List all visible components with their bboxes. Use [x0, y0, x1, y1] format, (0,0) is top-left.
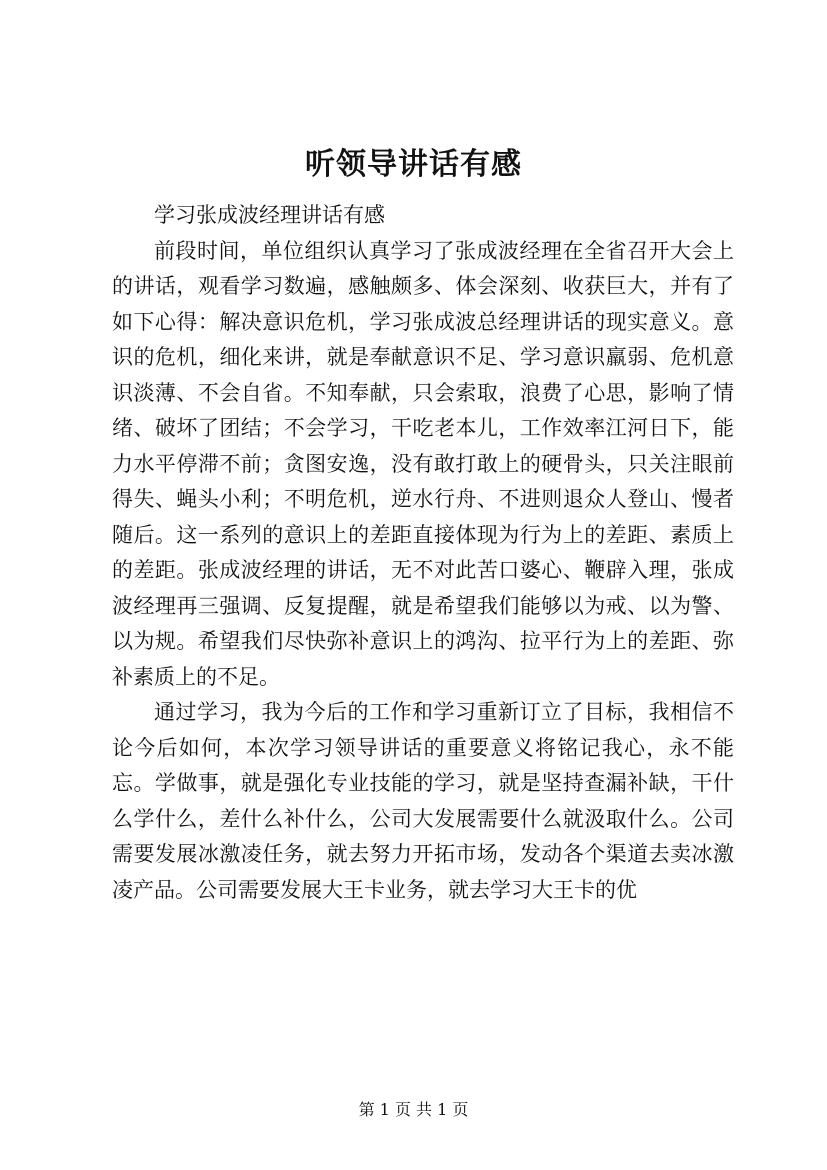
- document-subtitle: 学习张成波经理讲话有感: [154, 203, 385, 227]
- page-footer: 第 1 页 共 1 页: [358, 1100, 469, 1119]
- document-body: [112, 198, 734, 908]
- paragraph-2: 通过学习，我为今后的工作和学习重新订立了目标，我相信不论今后如何，本次学习领导讲话的重要意义将铭记我心，永不能忘。学做事，就是强化专业技能的学习，就是坚持查漏补缺，干什么学什么，差什么补什么，公司大发展需要什么就汲取什么。公司需要发展冰激凌任务，就去努力开拓市场，发动各个渠道去卖冰激凌产品。公司需要发展大王卡业务，就去学习大王卡的优: [112, 700, 734, 902]
- document-title: 听领导讲话有感: [305, 147, 522, 182]
- paragraph-1: 前段时间，单位组织认真学习了张成波经理在全省召开大会上的讲话，观看学习数遍，感触颇多、体会深刻、收获巨大，并有了如下心得：解决意识危机，学习张成波总经理讲话的现实意义。意识的危机，细化来讲，就是奉献意识不足、学习意识羸弱、危机意识淡薄、不会自省。不知奉献，只会索取，浪费了心思，影响了情绪、破坏了团结；不会学习，干吃老本儿，工作效率江河日下，能力水平停滞不前；贪图安逸，没有敢打敢上的硬骨头，只关注眼前得失、蝇头小利；不明危机，逆水行舟、不进则退众人登山、慢者随后。这一系列的意识上的差距直接体现为行为上的差距、素质上的差距。张成波经理的讲话，无不对此苦口婆心、鞭辟入理，张成波经理再三强调、反复提醒，就是希望我们能够以为戒、以为警、以为规。希望我们尽快弥补意识上的鸿沟、拉平行为上的差距、弥补素质上的不足。: [112, 238, 734, 689]
